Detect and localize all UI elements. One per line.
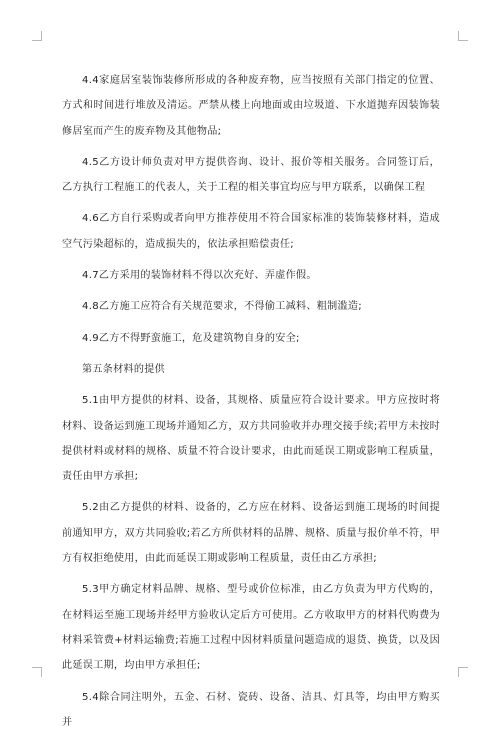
crop-mark-top-right [458,31,468,41]
clause-5-2: 5.2由乙方提供的材料、设备的，乙方应在材料、设备运到施工现场的时间提前通知甲方，双方共同验收;若乙方所供材料的品牌、规格、质量与报价单不符，甲方有权拒绝使用，由此而延误工期或影响工程质量，责任由乙方承担; [62,502,440,565]
clause-4-5: 4.5乙方设计师负责对甲方提供咨询、设计、报价等相关服务。合同签订后，乙方执行工程施工的代表人，关于工程的相关事宜均应与甲方联系，以确保工程 [62,156,440,194]
document-body [62,68,440,741]
clause-5-4: 5.4除合同注明外，五金、石材、瓷砖、设备、洁具、灯具等，均由甲方购买并 [62,691,440,728]
clause-5-1: 5.1由甲方提供的材料、设备，其规格、质量应符合设计要求。甲方应按时将材料、设备运到施工现场并通知乙方，双方共同验收并办理交接手续;若甲方未按时提供材料或材料的规格、质量不符合设计要求，由此而延误工期或影响工程质量，责任由甲方承担; [62,395,440,483]
clause-4-4: 4.4家庭居室装饰装修所形成的各种废弃物，应当按照有关部门指定的位置、方式和时间进行堆放及清运。严禁从楼上向地面或由垃圾道、下水道抛弃因装饰装修居室而产生的废弃物及其他物品; [62,75,440,137]
clause-4-6: 4.6乙方自行采购或者向甲方推荐使用不符合国家标准的装饰装修材料，造成空气污染超标的，造成损失的，依法承担赔偿责任; [62,213,440,250]
crop-mark-top-left [32,31,42,41]
section-title: 第五条材料的提供 [82,363,165,375]
clause-4-8: 4.8乙方施工应符合有关规范要求，不得偷工减料、粗制滥造; [82,301,362,313]
clause-4-9: 4.9乙方不得野蛮施工，危及建筑物自身的安全; [82,332,300,344]
clause-4-7: 4.7乙方采用的装饰材料不得以次充好、弄虚作假。 [82,270,317,282]
crop-mark-bottom-right [458,667,468,677]
clause-5-3: 5.3甲方确定材料品牌、规格、型号或价位标准，由乙方负责为甲方代购的，在材料运至施工现场并经甲方验收认定后方可使用。乙方收取甲方的材料代购费为材料采管费+材料运输费;若施工过程中因材料质量问题造成的退货、换货，以及因此延误工期，均由甲方承担任; [62,584,440,672]
crop-mark-bottom-left [32,667,42,677]
